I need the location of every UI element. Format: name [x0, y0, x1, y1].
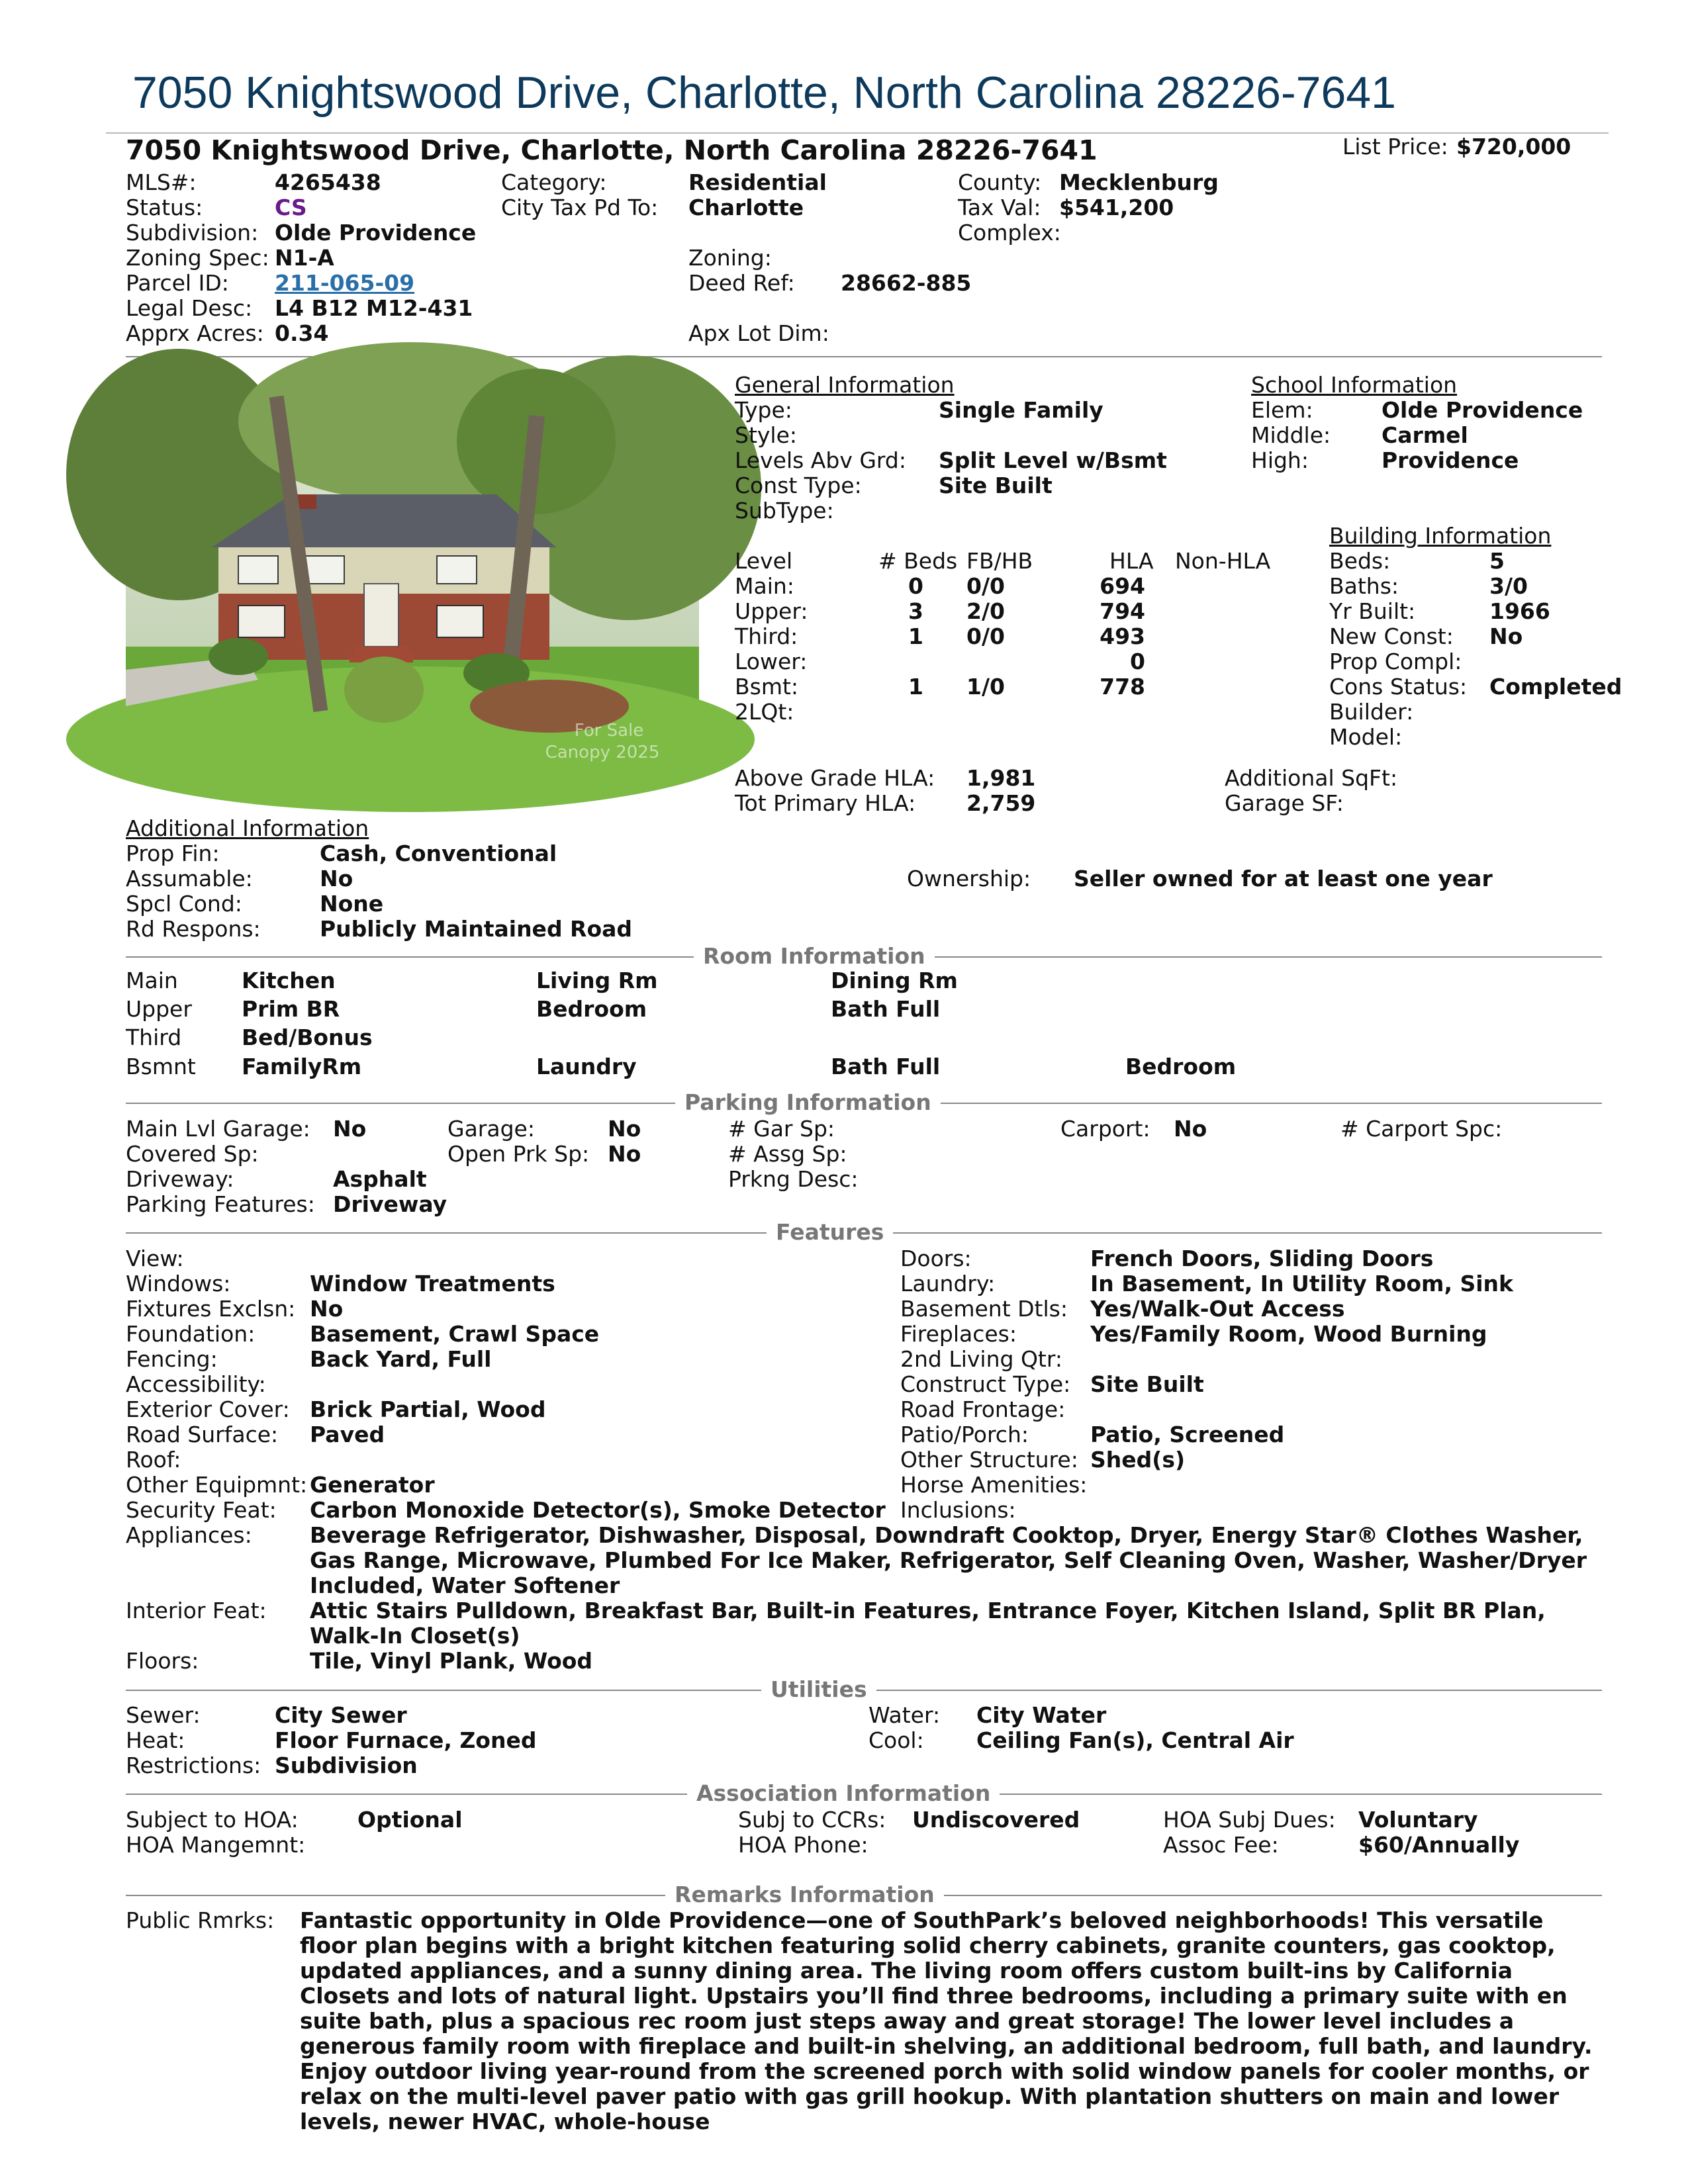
- cool-value: Ceiling Fan(s), Central Air: [976, 1727, 1294, 1753]
- listing-address: 7050 Knightswood Drive, Charlotte, North Carolina 28226-7641: [126, 134, 1098, 166]
- legal-desc-label: Legal Desc:: [126, 295, 253, 321]
- ownership-value: Seller owned for at least one year: [1074, 866, 1493, 891]
- remarks-title: Remarks Information: [665, 1882, 944, 1907]
- zoning-spec-value: N1-A: [275, 245, 334, 271]
- room-row-level: Bsmnt: [126, 1054, 196, 1079]
- levels-row-fbhb: 0/0: [966, 623, 1005, 649]
- other-equip-label: Other Equipmnt:: [126, 1472, 308, 1498]
- levels-row-hla: 694: [1100, 573, 1145, 599]
- open-prk-label: Open Prk Sp:: [447, 1141, 590, 1167]
- general-info-title: General Information: [735, 372, 955, 398]
- driveway-label: Driveway:: [126, 1166, 234, 1192]
- levels-row-fbhb: 2/0: [966, 598, 1005, 624]
- county-label: County:: [958, 169, 1042, 195]
- parking-info-title: Parking Information: [675, 1090, 941, 1115]
- property-photo[interactable]: [126, 395, 699, 774]
- room-row-level: Third: [126, 1024, 182, 1050]
- levels-row-level: Main:: [735, 573, 794, 599]
- road-frontage-label: Road Frontage:: [900, 1396, 1066, 1422]
- tax-val-label: Tax Val:: [958, 195, 1041, 220]
- new-const-label: New Const:: [1329, 623, 1454, 649]
- doors-label: Doors:: [900, 1246, 972, 1271]
- basement-label: Basement Dtls:: [900, 1296, 1068, 1322]
- acres-label: Apprx Acres:: [126, 320, 264, 346]
- exterior-label: Exterior Cover:: [126, 1396, 290, 1422]
- horse-label: Horse Amenities:: [900, 1472, 1088, 1498]
- levels-header-hla: HLA: [1109, 548, 1154, 574]
- deed-label: Deed Ref:: [688, 270, 795, 296]
- lot-dim-label: Apx Lot Dim:: [688, 320, 829, 346]
- list-price: $720,000: [1456, 134, 1571, 159]
- elem-label: Elem:: [1251, 397, 1313, 423]
- room-row-item: FamilyRm: [242, 1054, 362, 1079]
- beds-label: Beds:: [1329, 548, 1391, 574]
- foundation-value: Basement, Crawl Space: [310, 1321, 600, 1347]
- levels-row-level: Third:: [735, 623, 798, 649]
- carport-value: No: [1174, 1116, 1207, 1142]
- tot-primary-label: Tot Primary HLA:: [735, 790, 916, 816]
- high-label: High:: [1251, 447, 1309, 473]
- levels-row-hla: 493: [1100, 623, 1145, 649]
- parking-features-label: Parking Features:: [126, 1191, 315, 1217]
- assoc-fee-value: $60/Annually: [1358, 1832, 1520, 1858]
- cons-status-label: Cons Status:: [1329, 674, 1468, 700]
- road-surface-label: Road Surface:: [126, 1422, 279, 1447]
- levels-row-beds: 3: [908, 598, 923, 624]
- accessibility-label: Accessibility:: [126, 1371, 266, 1397]
- appliances-label: Appliances:: [126, 1522, 252, 1548]
- view-label: View:: [126, 1246, 184, 1271]
- room-row-item: Bed/Bonus: [242, 1024, 373, 1050]
- construct-type-label: Construct Type:: [900, 1371, 1071, 1397]
- levels-row-fbhb: 0/0: [966, 573, 1005, 599]
- assoc-fee-label: Assoc Fee:: [1163, 1832, 1279, 1858]
- heat-value: Floor Furnace, Zoned: [275, 1727, 537, 1753]
- deed-value: 28662-885: [841, 270, 972, 296]
- garage-label: Garage:: [447, 1116, 535, 1142]
- spcl-cond-value: None: [320, 891, 384, 917]
- room-row-item: Prim BR: [242, 996, 340, 1022]
- levels-header-level: Level: [735, 548, 793, 574]
- additional-info-title: Additional Information: [126, 815, 369, 841]
- const-type-label: Const Type:: [735, 473, 862, 498]
- baths-label: Baths:: [1329, 573, 1399, 599]
- association-title: Association Information: [687, 1781, 1000, 1806]
- complex-label: Complex:: [958, 220, 1061, 246]
- levels-row-level: Lower:: [735, 649, 808, 674]
- model-label: Model:: [1329, 724, 1403, 750]
- levels-header-nonhla: Non-HLA: [1175, 548, 1271, 574]
- security-value: Carbon Monoxide Detector(s), Smoke Detector: [310, 1497, 886, 1523]
- floors-value: Tile, Vinyl Plank, Wood: [310, 1648, 593, 1674]
- hoa-value: Optional: [357, 1807, 463, 1833]
- page-title: 7050 Knightswood Drive, Charlotte, North Carolina 28226-7641: [132, 68, 1396, 118]
- levels-row-beds: 1: [908, 674, 923, 700]
- laundry-value: In Basement, In Utility Room, Sink: [1090, 1271, 1513, 1297]
- hoa-dues-value: Voluntary: [1358, 1807, 1478, 1833]
- category-value: Residential: [688, 169, 827, 195]
- patio-label: Patio/Porch:: [900, 1422, 1029, 1447]
- const-type-value: Site Built: [939, 473, 1053, 498]
- fencing-label: Fencing:: [126, 1346, 218, 1372]
- water-value: City Water: [976, 1702, 1107, 1728]
- room-row-item: Living Rm: [536, 968, 658, 993]
- prkng-desc-label: Prkng Desc:: [728, 1166, 859, 1192]
- room-row-item: Laundry: [536, 1054, 637, 1079]
- type-label: Type:: [735, 397, 792, 423]
- ownership-label: Ownership:: [907, 866, 1031, 891]
- sewer-label: Sewer:: [126, 1702, 201, 1728]
- status-label: Status:: [126, 195, 203, 220]
- category-label: Category:: [501, 169, 607, 195]
- mls-label: MLS#:: [126, 169, 197, 195]
- zoning-label: Zoning:: [688, 245, 772, 271]
- restrictions-label: Restrictions:: [126, 1752, 261, 1778]
- baths-value: 3/0: [1489, 573, 1528, 599]
- parking-features-value: Driveway: [333, 1191, 447, 1217]
- yr-built-value: 1966: [1489, 598, 1550, 624]
- room-row-item: Bath Full: [831, 996, 941, 1022]
- carport-spc-label: # Carport Spc:: [1340, 1116, 1503, 1142]
- ccrs-value: Undiscovered: [912, 1807, 1080, 1833]
- interior-value: Attic Stairs Pulldown, Breakfast Bar, Built-in Features, Entrance Foyer, Kitchen Island, Split BR Plan, Walk-In Closet(s): [310, 1598, 1546, 1649]
- additional-sqft-label: Additional SqFt:: [1225, 765, 1398, 791]
- hoa-phone-label: HOA Phone:: [738, 1832, 868, 1858]
- ccrs-label: Subj to CCRs:: [738, 1807, 886, 1833]
- levels-value: Split Level w/Bsmt: [939, 447, 1167, 473]
- levels-row-hla: 778: [1100, 674, 1145, 700]
- assumable-label: Assumable:: [126, 866, 253, 891]
- covered-sp-label: Covered Sp:: [126, 1141, 259, 1167]
- hoa-dues-label: HOA Subj Dues:: [1163, 1807, 1336, 1833]
- main-lvl-garage-label: Main Lvl Garage:: [126, 1116, 310, 1142]
- other-structure-label: Other Structure:: [900, 1447, 1078, 1473]
- cool-label: Cool:: [868, 1727, 924, 1753]
- subtype-label: SubType:: [735, 498, 834, 523]
- security-label: Security Feat:: [126, 1497, 277, 1523]
- county-value: Mecklenburg: [1059, 169, 1219, 195]
- rd-respons-label: Rd Respons:: [126, 916, 261, 942]
- middle-label: Middle:: [1251, 422, 1331, 448]
- levels-row-level: Bsmt:: [735, 674, 799, 700]
- inclusions-label: Inclusions:: [900, 1497, 1016, 1523]
- levels-row-fbhb: 1/0: [966, 674, 1005, 700]
- second-living-label: 2nd Living Qtr:: [900, 1346, 1062, 1372]
- beds-value: 5: [1489, 548, 1505, 574]
- exterior-value: Brick Partial, Wood: [310, 1396, 546, 1422]
- other-structure-value: Shed(s): [1090, 1447, 1186, 1473]
- room-row-item: Dining Rm: [831, 968, 958, 993]
- main-lvl-garage-value: No: [333, 1116, 367, 1142]
- basement-value: Yes/Walk-Out Access: [1090, 1296, 1345, 1322]
- fireplaces-label: Fireplaces:: [900, 1321, 1017, 1347]
- acres-value: 0.34: [275, 320, 329, 346]
- levels-row-level: 2LQt:: [735, 699, 794, 725]
- features-title: Features: [767, 1220, 893, 1245]
- carport-label: Carport:: [1060, 1116, 1150, 1142]
- high-value: Providence: [1382, 447, 1519, 473]
- mls-value: 4265438: [275, 169, 381, 195]
- levels-row-beds: 0: [908, 573, 923, 599]
- heat-label: Heat:: [126, 1727, 185, 1753]
- list-price-label: List Price:: [1342, 134, 1448, 159]
- doors-value: French Doors, Sliding Doors: [1090, 1246, 1434, 1271]
- elem-value: Olde Providence: [1382, 397, 1583, 423]
- garage-sf-label: Garage SF:: [1225, 790, 1344, 816]
- levels-row-hla: 0: [1130, 649, 1145, 674]
- room-row-item: Bath Full: [831, 1054, 941, 1079]
- tot-primary-value: 2,759: [966, 790, 1036, 816]
- open-prk-value: No: [608, 1141, 641, 1167]
- fencing-value: Back Yard, Full: [310, 1346, 492, 1372]
- laundry-label: Laundry:: [900, 1271, 996, 1297]
- status-value: CS: [275, 195, 307, 220]
- above-grade-value: 1,981: [966, 765, 1036, 791]
- zoning-spec-label: Zoning Spec:: [126, 245, 269, 271]
- fireplaces-value: Yes/Family Room, Wood Burning: [1090, 1321, 1487, 1347]
- sewer-value: City Sewer: [275, 1702, 407, 1728]
- hoa-label: Subject to HOA:: [126, 1807, 299, 1833]
- parcel-id-link[interactable]: 211-065-09: [275, 270, 415, 296]
- building-info-title: Building Information: [1329, 523, 1552, 549]
- water-label: Water:: [868, 1702, 941, 1728]
- parcel-label: Parcel ID:: [126, 270, 229, 296]
- spcl-cond-label: Spcl Cond:: [126, 891, 242, 917]
- restrictions-value: Subdivision: [275, 1752, 418, 1778]
- yr-built-label: Yr Built:: [1329, 598, 1416, 624]
- cons-status-value: Completed: [1489, 674, 1622, 700]
- driveway-value: Asphalt: [333, 1166, 427, 1192]
- tax-val-value: $541,200: [1059, 195, 1174, 220]
- public-remarks-text: Fantastic opportunity in Olde Providence—one of SouthPark’s beloved neighborhoods! This versatile floor plan begins with a bright kitchen featuring solid cherry cabinets, granite counters, gas cooktop, updated appliances, and a sunny dining area. The living room offers custom built-ins by California Closets and lots of natural light. Upstairs you’ll find three bedrooms, including a primary suite with en suite bath, plus a spacious rec room just steps away and great storage! The lower level includes a generous family room with fireplace and built-in shelving, an additional bedroom, full bath, and laundry. Enjoy outdoor living year-round from the screened porch with solid window panels for cooler months, or relax on the multi-level paver patio with gas grill hookup. With plantation shutters on main and lower levels, newer HVAC, whole-house: [300, 1907, 1593, 2134]
- fixtures-label: Fixtures Exclsn:: [126, 1296, 296, 1322]
- gar-sp-label: # Gar Sp:: [728, 1116, 835, 1142]
- new-const-value: No: [1489, 623, 1523, 649]
- prop-fin-label: Prop Fin:: [126, 841, 220, 866]
- levels-row-beds: 1: [908, 623, 923, 649]
- levels-header-beds: # Beds: [878, 548, 958, 574]
- subdivision-label: Subdivision:: [126, 220, 259, 246]
- floors-label: Floors:: [126, 1648, 199, 1674]
- assg-sp-label: # Assg Sp:: [728, 1141, 847, 1167]
- other-equip-value: Generator: [310, 1472, 435, 1498]
- city-tax-value: Charlotte: [688, 195, 804, 220]
- room-row-level: Main: [126, 968, 178, 993]
- levels-header-fbhb: FB/HB: [966, 548, 1033, 574]
- prop-compl-label: Prop Compl:: [1329, 649, 1462, 674]
- levels-row-level: Upper:: [735, 598, 808, 624]
- room-row-item: Kitchen: [242, 968, 336, 993]
- levels-row-hla: 794: [1100, 598, 1145, 624]
- windows-value: Window Treatments: [310, 1271, 555, 1297]
- room-row-level: Upper: [126, 996, 192, 1022]
- appliances-value: Beverage Refrigerator, Dishwasher, Disposal, Downdraft Cooktop, Dryer, Energy Star® Clothes Washer, Gas Range, Microwave, Plumbed For Ice Maker, Refrigerator, Self Cleaning Oven, Washer, Washer/Dryer Included, Water Softener: [310, 1522, 1587, 1598]
- room-info-title: Room Information: [694, 944, 935, 969]
- city-tax-label: City Tax Pd To:: [501, 195, 659, 220]
- foundation-label: Foundation:: [126, 1321, 256, 1347]
- hoa-mgmt-label: HOA Mangemnt:: [126, 1832, 306, 1858]
- windows-label: Windows:: [126, 1271, 231, 1297]
- photo-watermark-line1: For Sale: [574, 721, 644, 741]
- construct-type-value: Site Built: [1090, 1371, 1204, 1397]
- utilities-title: Utilities: [761, 1677, 876, 1702]
- style-label: Style:: [735, 422, 798, 448]
- subdivision-value: Olde Providence: [275, 220, 477, 246]
- school-info-title: School Information: [1251, 372, 1458, 398]
- above-grade-label: Above Grade HLA:: [735, 765, 935, 791]
- room-row-item: Bedroom: [1125, 1054, 1237, 1079]
- rd-respons-value: Publicly Maintained Road: [320, 916, 633, 942]
- legal-desc-value: L4 B12 M12-431: [275, 295, 473, 321]
- levels-label: Levels Abv Grd:: [735, 447, 906, 473]
- type-value: Single Family: [939, 397, 1103, 423]
- roof-label: Roof:: [126, 1447, 181, 1473]
- prop-fin-value: Cash, Conventional: [320, 841, 557, 866]
- photo-watermark-line2: Canopy 2025: [545, 743, 660, 762]
- assumable-value: No: [320, 866, 353, 891]
- interior-label: Interior Feat:: [126, 1598, 267, 1623]
- road-surface-value: Paved: [310, 1422, 385, 1447]
- patio-value: Patio, Screened: [1090, 1422, 1285, 1447]
- middle-value: Carmel: [1382, 422, 1468, 448]
- public-remarks-label: Public Rmrks:: [126, 1907, 275, 1933]
- garage-value: No: [608, 1116, 641, 1142]
- fixtures-value: No: [310, 1296, 344, 1322]
- room-row-item: Bedroom: [536, 996, 647, 1022]
- builder-label: Builder:: [1329, 699, 1414, 725]
